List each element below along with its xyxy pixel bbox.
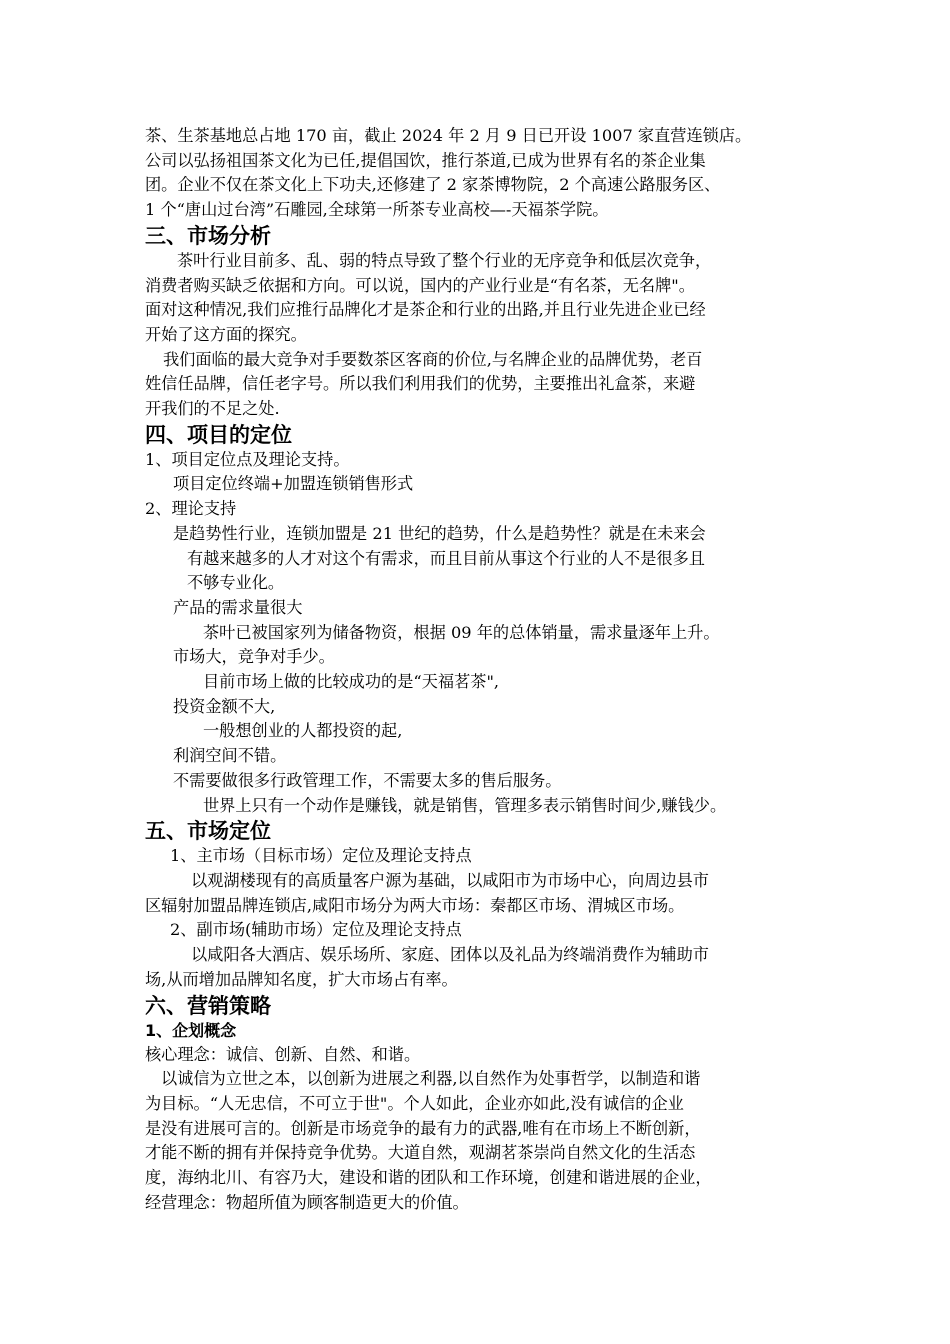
intro-paragraph (145, 124, 810, 223)
strategy-paragraph (145, 1067, 810, 1215)
text-line: 姓信任品牌，信任老字号。所以我们利用我们的优势，主要推出礼盒茶，来避 (145, 374, 696, 394)
market-analysis-paragraph-2 (145, 348, 810, 422)
point-text: 目前市场上做的比较成功的是“天福茗茶", (203, 672, 500, 692)
page-content (145, 124, 810, 1215)
text-line: 才能不断的拥有并保持竞争优势。大道自然，观湖茗茶崇尚自然文化的生活态 (145, 1143, 696, 1163)
text-line: 区辐射加盟品牌连锁店,咸阳市场分为两大市场：秦都区市场、渭城区市场。 (145, 895, 685, 915)
point-text: 一般想创业的人都投资的起, (203, 721, 403, 741)
point-title: 不需要做很多行政管理工作，不需要太多的售后服务。 (173, 770, 562, 790)
text-line: 是没有进展可言的。创新是市场竞争的最有力的武器,唯有在市场上不断创新， (145, 1118, 701, 1138)
text-line: 以咸阳各大酒店、娱乐场所、家庭、团体以及礼品为终端消费作为辅助市 (191, 945, 709, 965)
list-item-title: 1、主市场（目标市场）定位及理论支持点 (170, 846, 472, 866)
text-line: 为目标。“人无忠信，不可立于世"。个人如此，企业亦如此,没有诚信的企业 (145, 1093, 684, 1113)
text-line: 场,从而增加品牌知名度，扩大市场占有率。 (145, 969, 458, 989)
sub-heading-planning-concept: 1、企划概念 (145, 1020, 237, 1040)
text-line: 公司以弘扬祖国茶文化为已任,提倡国饮，推行茶道,已成为世界有名的茶企业集 (145, 150, 706, 170)
section-heading-marketing-strategy: 六、营销策略 (145, 993, 271, 1018)
text-line: 有越来越多的人才对这个有需求，而且目前从事这个行业的人不是很多且 (187, 548, 705, 568)
point-text: 茶叶已被国家列为储备物资，根据 09 年的总体销量，需求量逐年上升。 (203, 622, 720, 642)
core-concept: 核心理念：诚信、创新、自然、和谐。 (145, 1044, 421, 1064)
text-line: 团。企业不仅在茶文化上下功夫,还修建了 2 家茶博物院，2 个高速公路服务区、 (145, 175, 721, 195)
text-line: 茶叶行业目前多、乱、弱的特点导致了整个行业的无序竞争和低层次竞争， (177, 250, 712, 270)
section-heading-project-positioning: 四、项目的定位 (145, 422, 292, 447)
point-title: 利润空间不错。 (173, 746, 287, 766)
text-line: 经营理念：物超所值为顾客制造更大的价值。 (145, 1192, 469, 1212)
list-item-text: 项目定位终端+加盟连锁销售形式 (173, 474, 414, 494)
list-item-title: 2、副市场(辅助市场）定位及理论支持点 (170, 920, 462, 940)
point-title: 产品的需求量很大 (173, 597, 303, 617)
text-line: 以观湖楼现有的高质量客户源为基础，以咸阳市为市场中心，向周边县市 (191, 870, 709, 890)
text-line: 度，海纳北川、有容乃大，建设和谐的团队和工作环境，创建和谐进展的企业， (145, 1168, 712, 1188)
text-line: 不够专业化。 (187, 573, 285, 593)
section-heading-market-positioning: 五、市场定位 (145, 819, 271, 844)
text-line: 消费者购买缺乏依据和方向。可以说，国内的产业行业是“有名茶，无名牌"。 (145, 275, 695, 295)
section-heading-market-analysis: 三、市场分析 (145, 223, 271, 248)
market-analysis-paragraph-1 (145, 249, 810, 348)
text-line: 开我们的不足之处. (145, 399, 280, 419)
text-line: 以诚信为立世之本，以创新为进展之利器,以自然作为处事哲学，以制造和谐 (161, 1069, 701, 1089)
point-title: 市场大，竞争对手少。 (173, 647, 335, 667)
text-line: 我们面临的最大竞争对手要数茶区客商的价位,与名牌企业的品牌优势，老百 (163, 349, 703, 369)
text-line: 开始了这方面的探究。 (145, 324, 307, 344)
point-text: 世界上只有一个动作是赚钱，就是销售，管理多表示销售时间少,赚钱少。 (203, 795, 727, 815)
list-item-title: 2、理论支持 (145, 499, 237, 519)
list-item-title: 1、项目定位点及理论支持。 (145, 449, 350, 469)
text-line: 1 个“唐山过台湾”石雕园,全球第一所茶专业高校—-天福茶学院。 (145, 200, 609, 220)
text-line: 是趋势性行业，连锁加盟是 21 世纪的趋势，什么是趋势性？就是在未来会 (173, 523, 706, 543)
text-line: 面对这种情况,我们应推行品牌化才是茶企和行业的出路,并且行业先进企业已经 (145, 300, 706, 320)
point-title: 投资金额不大, (173, 696, 276, 716)
text-line: 茶、生茶基地总占地 170 亩，截止 2024 年 2 月 9 日已开设 1007 家直营连锁店。 (145, 126, 752, 145)
